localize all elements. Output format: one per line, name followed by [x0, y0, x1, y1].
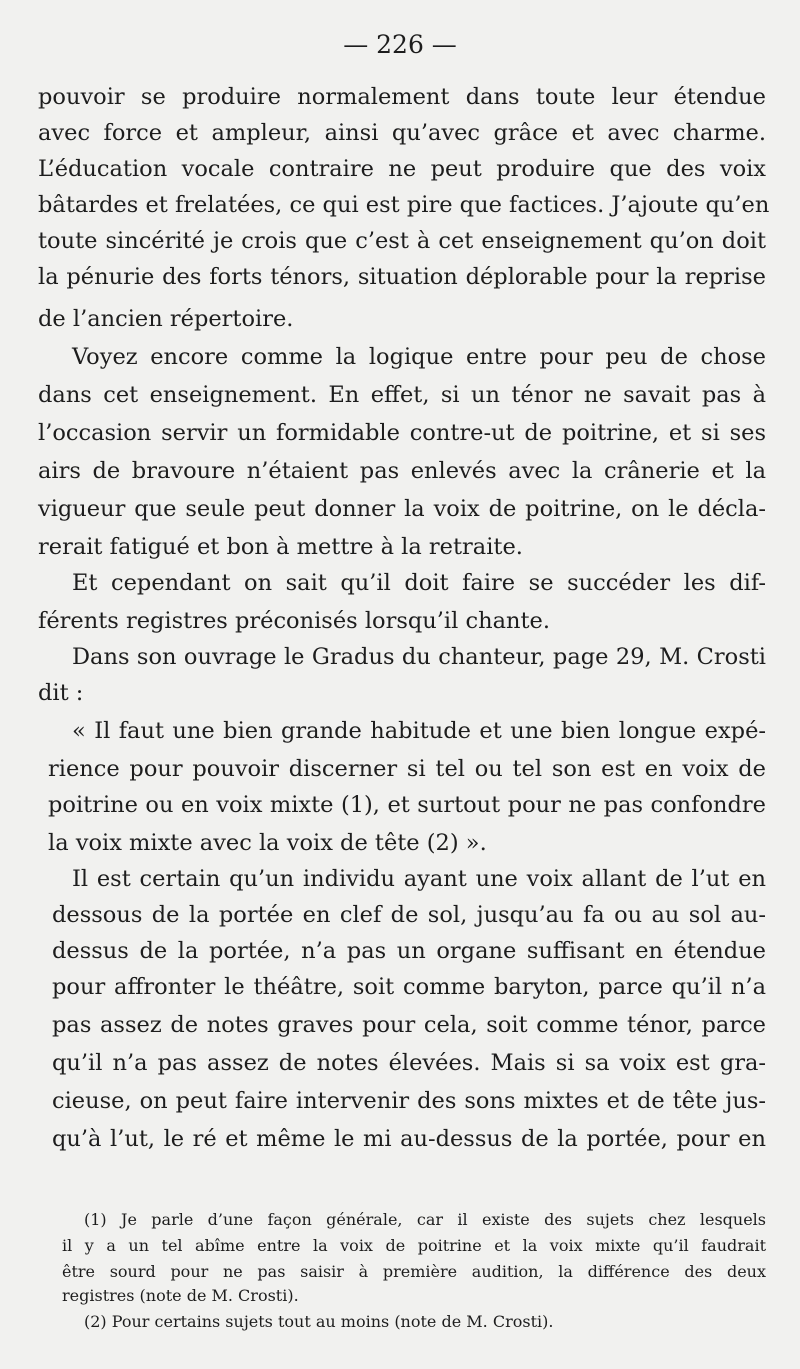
- text-line: rerait fatigué et bon à mettre à la retraite.: [38, 534, 523, 560]
- text-line: dit :: [38, 680, 84, 706]
- text-line: pouvoir se produire normalement dans toute leur étendue: [38, 84, 766, 110]
- quote-line: la voix mixte avec la voix de tête (2) ».: [48, 830, 487, 856]
- text-line: l’occasion servir un formidable contre-ut de poitrine, et si ses: [38, 420, 766, 446]
- text-line: toute sincérité je crois que c’est à cet enseignement qu’on doit: [38, 228, 766, 254]
- text-line: pas assez de notes graves pour cela, soit comme ténor, parce: [52, 1012, 766, 1038]
- text-line: L’éducation vocale contraire ne peut produire que des voix: [38, 156, 766, 182]
- footnote-line: registres (note de M. Crosti).: [62, 1286, 299, 1305]
- text-line: airs de bravoure n’étaient pas enlevés avec la crânerie et la: [38, 458, 766, 484]
- text-line: la pénurie des forts ténors, situation déplorable pour la reprise: [38, 264, 766, 290]
- text-line: férents registres préconisés lorsqu’il chante.: [38, 608, 550, 634]
- text-line: dessous de la portée en clef de sol, jusqu’au fa ou au sol au-: [52, 902, 766, 928]
- text-line: pour affronter le théâtre, soit comme baryton, parce qu’il n’a: [52, 974, 766, 1000]
- text-line: dessus de la portée, n’a pas un organe suffisant en étendue: [52, 938, 766, 964]
- text-line: Dans son ouvrage le Gradus du chanteur, page 29, M. Crosti: [72, 644, 766, 670]
- footnote-line: être sourd pour ne pas saisir à première audition, la différence des deux: [62, 1262, 766, 1281]
- text-line: Et cependant on sait qu’il doit faire se succéder les dif-: [72, 570, 766, 596]
- text-line: dans cet enseignement. En effet, si un ténor ne savait pas à: [38, 382, 766, 408]
- text-line: bâtardes et frelatées, ce qui est pire que factices. J’ajoute qu’en: [38, 192, 770, 218]
- text-line: Il est certain qu’un individu ayant une voix allant de l’ut en: [72, 866, 766, 892]
- text-line: vigueur que seule peut donner la voix de poitrine, on le décla-: [38, 496, 766, 522]
- text-line: de l’ancien répertoire.: [38, 306, 294, 332]
- text-line: avec force et ampleur, ainsi qu’avec grâce et avec charme.: [38, 120, 766, 146]
- footnote-line: (1) Je parle d’une façon générale, car il existe des sujets chez lesquels: [84, 1210, 766, 1229]
- quote-line: « Il faut une bien grande habitude et une bien longue expé-: [72, 718, 766, 744]
- text-line: Voyez encore comme la logique entre pour peu de chose: [72, 344, 766, 370]
- page-number: — 226 —: [343, 30, 457, 59]
- quote-line: poitrine ou en voix mixte (1), et surtout pour ne pas confondre: [48, 792, 766, 818]
- text-line: cieuse, on peut faire intervenir des sons mixtes et de tête jus-: [52, 1088, 766, 1114]
- text-line: qu’à l’ut, le ré et même le mi au-dessus de la portée, pour en: [52, 1126, 766, 1152]
- footnote-line: il y a un tel abîme entre la voix de poitrine et la voix mixte qu’il faudrait: [62, 1236, 766, 1255]
- quote-line: rience pour pouvoir discerner si tel ou tel son est en voix de: [48, 756, 766, 782]
- text-line: qu’il n’a pas assez de notes élevées. Mais si sa voix est gra-: [52, 1050, 766, 1076]
- footnote-line: (2) Pour certains sujets tout au moins (note de M. Crosti).: [84, 1312, 554, 1331]
